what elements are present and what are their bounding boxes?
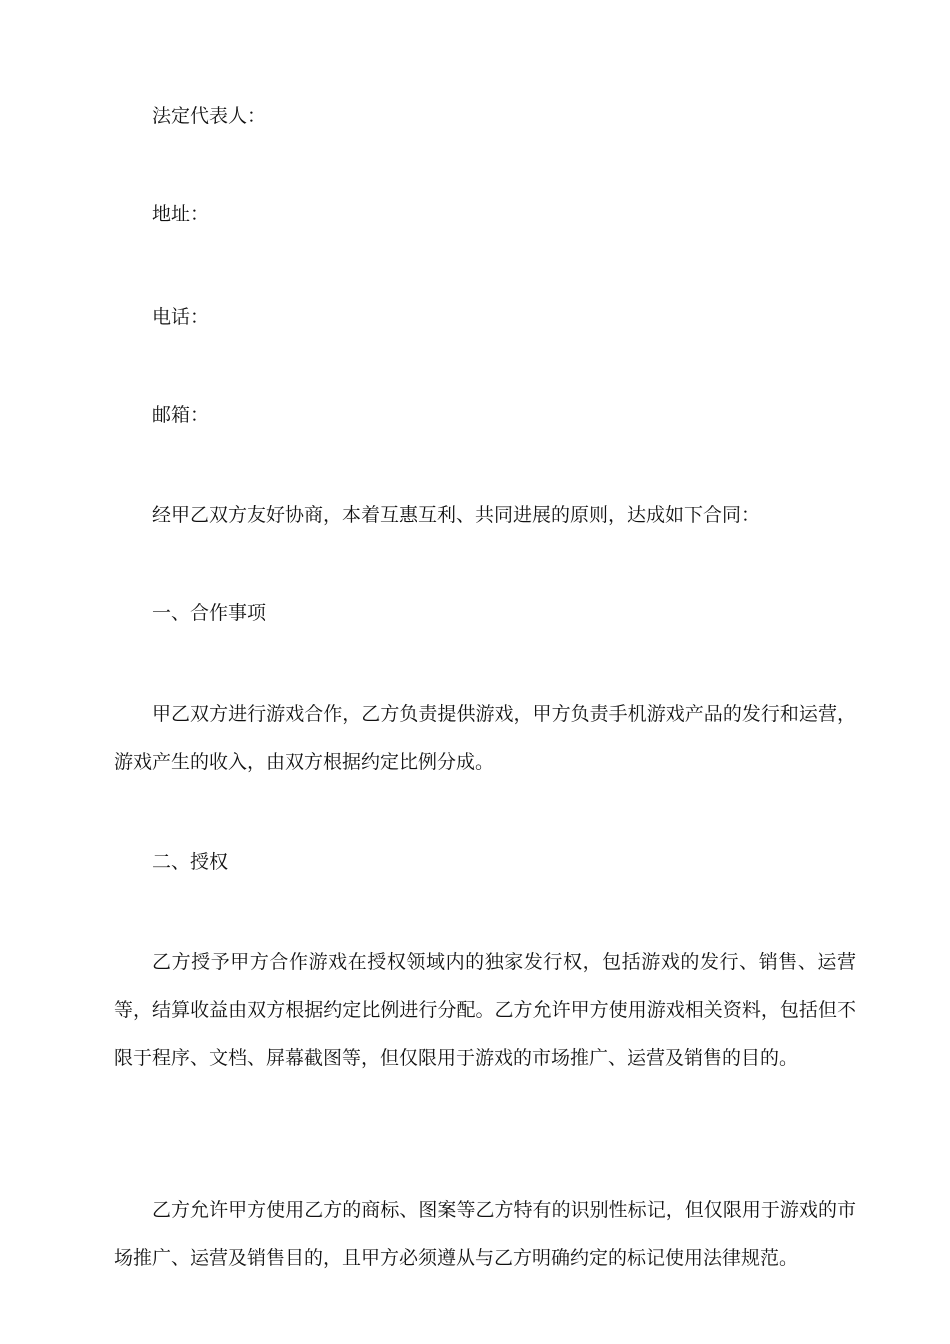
intro-paragraph: 经甲乙双方友好协商，本着互惠互利、共同进展的原则，达成如下合同：	[152, 504, 761, 526]
authorization-paragraph-2: 乙方允许甲方使用乙方的商标、图案等乙方特有的识别性标记，但仅限用于游戏的市场推广、运营及销售目的，且甲方必须遵从与乙方明确约定的标记使用法律规范。	[114, 1199, 856, 1269]
phone-field: 电话：	[152, 306, 210, 328]
authorization-paragraph-1: 乙方授予甲方合作游戏在授权领域内的独家发行权，包括游戏的发行、销售、运营等，结算收益由双方根据约定比例进行分配。乙方允许甲方使用游戏相关资料，包括但不限于程序、文档、屏幕截图等，但仅限用于游戏的市场推广、运营及销售的目的。	[114, 951, 856, 1069]
section-heading-cooperation: 一、合作事项	[152, 602, 267, 624]
section-heading-authorization: 二、授权	[152, 851, 229, 873]
cooperation-paragraph: 甲乙双方进行游戏合作，乙方负责提供游戏，甲方负责手机游戏产品的发行和运营，游戏产生的收入，由双方根据约定比例分成。	[114, 703, 856, 773]
address-field: 地址：	[152, 203, 210, 225]
email-field: 邮箱：	[152, 404, 210, 426]
legal-representative-field: 法定代表人：	[152, 105, 267, 127]
